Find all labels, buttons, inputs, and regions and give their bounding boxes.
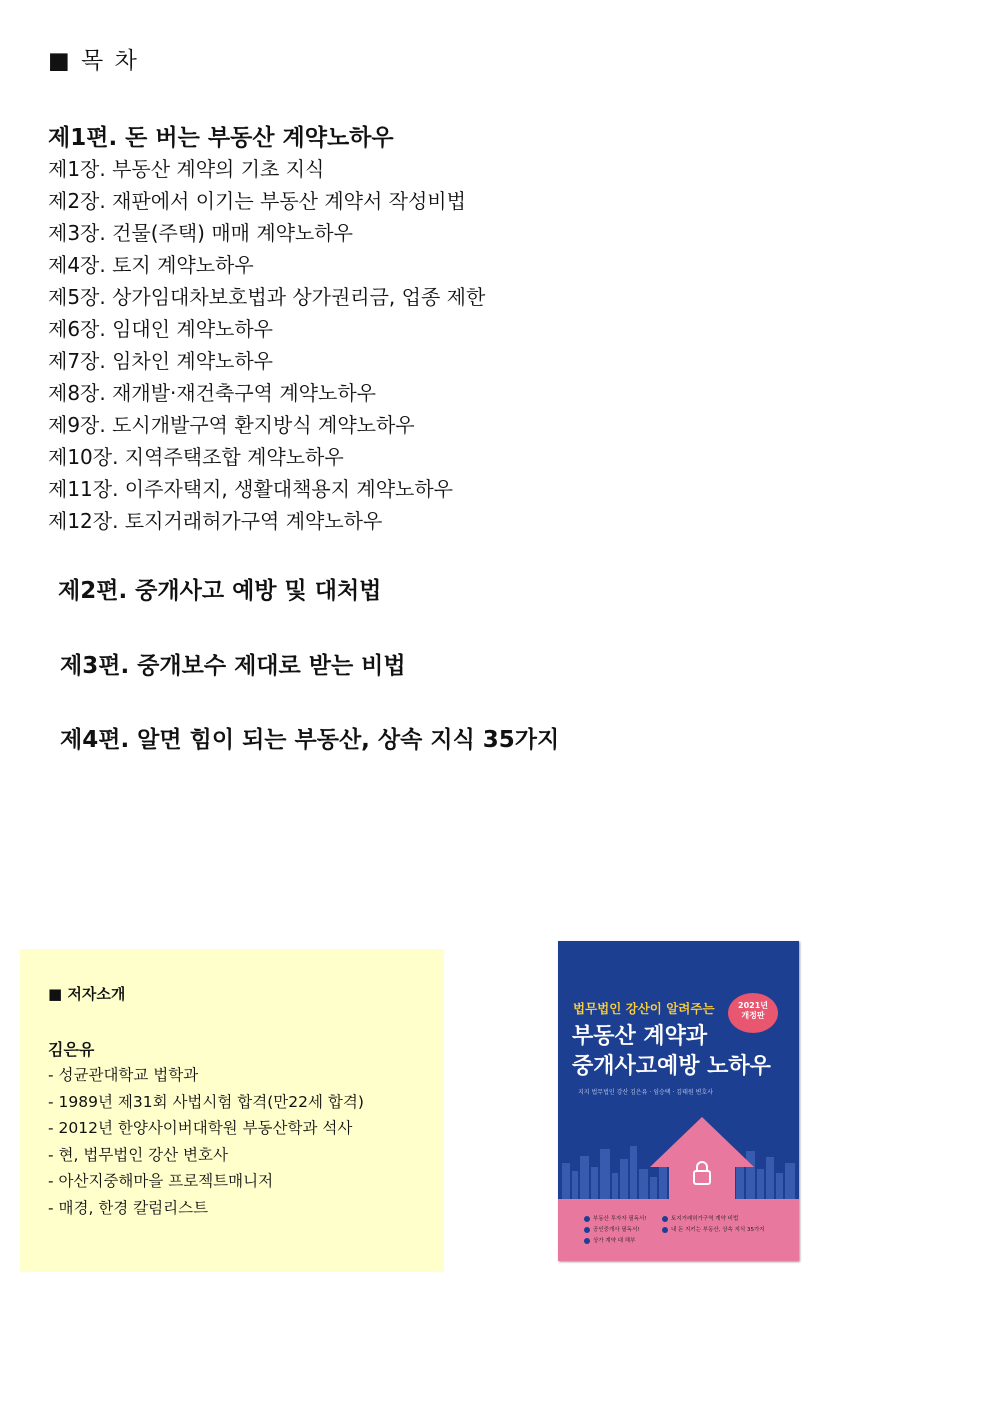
cover-bullet: 부동산 투자자 필독서! <box>584 1214 647 1222</box>
chapter-item: 제11장. 이주자택지, 생활대책용지 계약노하우 <box>48 477 453 501</box>
chapter-item: 제3장. 건물(주택) 매매 계약노하우 <box>48 221 353 245</box>
cover-bullet: 공인중개사 필독서! <box>584 1225 639 1233</box>
cover-artwork <box>558 941 799 1261</box>
part2-title: 제2편. 중개사고 예방 및 대처법 <box>58 578 382 604</box>
cover-bullet: 토지거래허가구역 계약 비법 <box>662 1214 738 1222</box>
chapter-item: 제4장. 토지 계약노하우 <box>48 253 254 277</box>
chapter-item: 제5장. 상가임대차보호법과 상가권리금, 업종 제한 <box>48 285 486 309</box>
author-section-title: ■ 저자소개 <box>48 985 126 1003</box>
check-icon <box>584 1227 590 1233</box>
author-credentials <box>48 1062 364 1221</box>
part1-title: 제1편. 돈 버는 부동산 계약노하우 <box>48 125 394 151</box>
toc-heading: ■ 목 차 <box>48 48 139 74</box>
check-icon <box>584 1216 590 1222</box>
part4-title: 제4편. 알면 힘이 되는 부동산, 상속 지식 35가지 <box>60 727 560 753</box>
chapter-item: 제7장. 임차인 계약노하우 <box>48 349 273 373</box>
check-icon <box>662 1227 668 1233</box>
credential-item: - 1989년 제31회 사법시험 합격(만22세 합격) <box>48 1092 364 1111</box>
cover-bullet: 내 돈 지키는 부동산, 상속 지식 35가지 <box>662 1225 765 1233</box>
chapter-item: 제2장. 재판에서 이기는 부동산 계약서 작성비법 <box>48 189 466 213</box>
credential-item: - 현, 법무법인 강산 변호사 <box>48 1145 228 1164</box>
book-cover-image <box>558 941 799 1261</box>
cover-subtitle: 법무법인 강산이 알려주는 <box>573 1001 715 1016</box>
author-name: 김은유 <box>48 1040 95 1059</box>
cover-title-line1: 부동산 계약과 <box>572 1024 708 1049</box>
cover-authors: 지지 법무법인 강산 김은유 · 임승택 · 김태원 변호사 <box>578 1089 713 1096</box>
credential-item: - 2012년 한양사이버대학원 부동산학과 석사 <box>48 1119 353 1137</box>
part3-title: 제3편. 중개보수 제대로 받는 비법 <box>60 653 406 679</box>
check-icon <box>584 1238 590 1244</box>
cover-title-line2: 중개사고예방 노하우 <box>572 1054 771 1079</box>
credential-item: - 성균관대학교 법학과 <box>48 1066 199 1084</box>
author-box <box>20 949 444 1272</box>
chapter-item: 제1장. 부동산 계약의 기초 지식 <box>48 157 325 181</box>
chapter-item: 제12장. 토지거래허가구역 계약노하우 <box>48 509 383 533</box>
chapter-list <box>48 153 485 537</box>
chapter-item: 제10장. 지역주택조합 계약노하우 <box>48 445 344 469</box>
check-icon <box>662 1216 668 1222</box>
credential-item: - 아산지중해마을 프로젝트매니저 <box>48 1172 274 1190</box>
credential-item: - 매경, 한경 칼럼리스트 <box>48 1198 209 1217</box>
chapter-item: 제9장. 도시개발구역 환지방식 계약노하우 <box>48 413 415 437</box>
chapter-item: 제6장. 임대인 계약노하우 <box>48 317 273 341</box>
badge-edition: 개정판 <box>741 1011 765 1020</box>
chapter-item: 제8장. 재개발·재건축구역 계약노하우 <box>48 381 376 405</box>
badge-year: 2021년 <box>738 1001 768 1010</box>
cover-bullet: 상가 계약 대 해부 <box>584 1236 635 1244</box>
edition-badge <box>728 993 778 1033</box>
house-body-icon <box>669 1150 735 1203</box>
